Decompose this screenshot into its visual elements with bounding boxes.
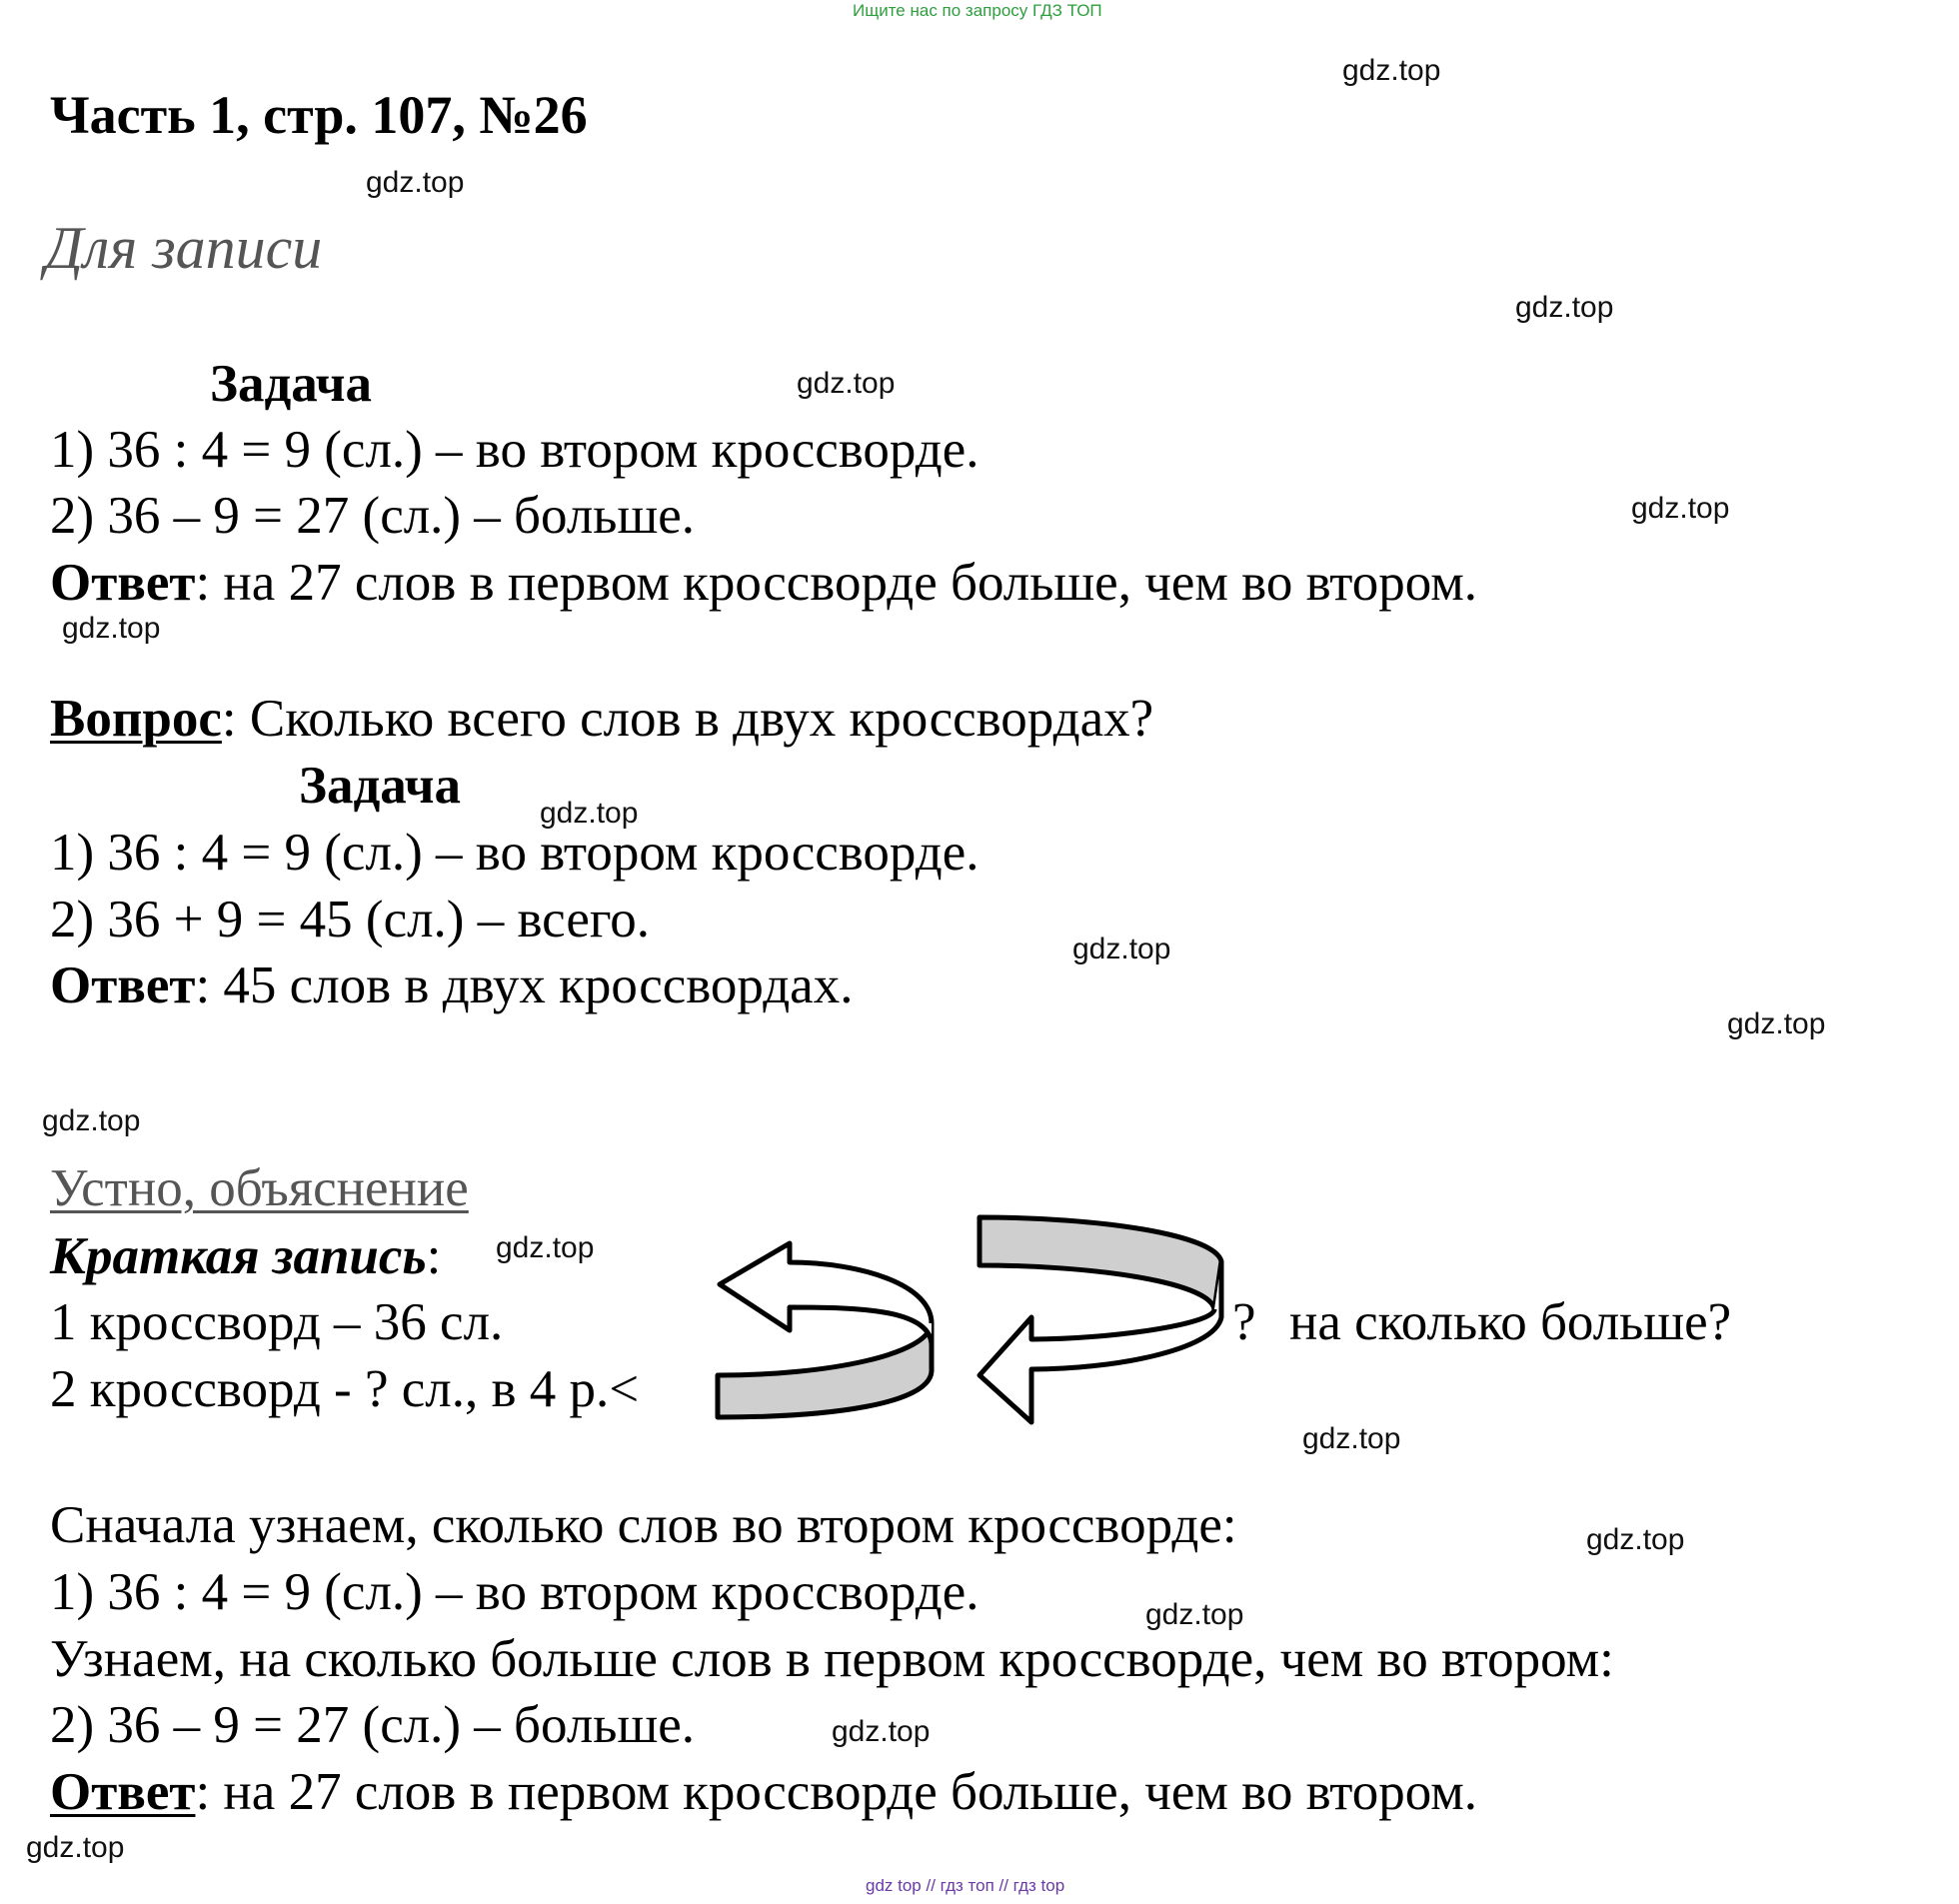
question-label: Вопрос — [50, 690, 222, 748]
task-heading: Задача — [210, 355, 373, 413]
answer-label: Ответ — [50, 554, 196, 612]
watermark: gdz.top — [832, 1715, 931, 1748]
page-title: Часть 1, стр. 107, №26 — [50, 85, 588, 145]
watermark: gdz.top — [540, 797, 639, 830]
watermark: gdz.top — [42, 1104, 141, 1137]
watermark: gdz.top — [1586, 1523, 1685, 1556]
top-banner: Ищите нас по запросу ГДЗ ТОП — [853, 1, 1102, 20]
question-text: : Сколько всего слов в двух кроссвордах? — [221, 690, 1154, 748]
answer-text: : на 27 слов в первом кроссворде больше, чем во втором. — [195, 554, 1478, 612]
solution-step-1: 1) 36 : 4 = 9 (сл.) – во втором кроссворде. — [50, 824, 980, 882]
solution-step-2: 2) 36 – 9 = 27 (сл.) – больше. — [50, 487, 696, 545]
watermark: gdz.top — [26, 1831, 125, 1864]
section-heading-oral: Устно, объяснение — [50, 1159, 469, 1217]
watermark: gdz.top — [1302, 1422, 1401, 1455]
short-record-label: Краткая запись — [50, 1227, 427, 1285]
watermark: gdz.top — [1631, 492, 1730, 525]
watermark: gdz.top — [366, 166, 465, 199]
watermark: gdz.top — [1515, 291, 1614, 324]
explanation-line-2: Узнаем, на сколько больше слов в первом кроссворде, чем во втором: — [50, 1630, 1614, 1688]
short-record-row-1: 1 кроссворд – 36 сл. — [50, 1293, 504, 1351]
watermark: gdz.top — [1072, 933, 1171, 965]
watermark: gdz.top — [496, 1231, 595, 1264]
solution-step-1: 1) 36 : 4 = 9 (сл.) – во втором кроссворде. — [50, 421, 980, 479]
answer-text: : на 27 слов в первом кроссворде больше, чем во втором. — [195, 1763, 1478, 1821]
question-mark: ? — [1232, 1293, 1256, 1351]
watermark: gdz.top — [62, 612, 161, 645]
watermark: gdz.top — [1342, 54, 1441, 87]
answer-label: Ответ — [50, 1763, 196, 1821]
solution-step-2: 2) 36 – 9 = 27 (сл.) – больше. — [50, 1696, 696, 1754]
short-record-colon: : — [426, 1227, 442, 1285]
curved-arrow-left-icon — [718, 1243, 932, 1417]
watermark: gdz.top — [1145, 1598, 1244, 1631]
answer-line — [50, 1763, 1478, 1821]
task-heading: Задача — [299, 757, 462, 815]
how-many-more-label: на сколько больше? — [1289, 1293, 1732, 1351]
explanation-line-1: Сначала узнаем, сколько слов во втором кроссворде: — [50, 1496, 1237, 1554]
watermark: gdz.top — [1727, 1007, 1826, 1040]
curved-arrow-right-icon — [980, 1217, 1221, 1422]
solution-step-1: 1) 36 : 4 = 9 (сл.) – во втором кроссворде. — [50, 1563, 980, 1621]
watermark: gdz.top — [797, 367, 896, 400]
footer: gdz top // гдз топ // гдз top — [866, 1876, 1065, 1895]
section-heading-for-record: Для записи — [45, 215, 323, 281]
short-record-row-2: 2 кроссворд - ? сл., в 4 р.< — [50, 1360, 640, 1418]
solution-step-2: 2) 36 + 9 = 45 (сл.) – всего. — [50, 891, 651, 949]
answer-text: : 45 слов в двух кроссвордах. — [195, 956, 854, 1014]
answer-label: Ответ — [50, 956, 196, 1014]
